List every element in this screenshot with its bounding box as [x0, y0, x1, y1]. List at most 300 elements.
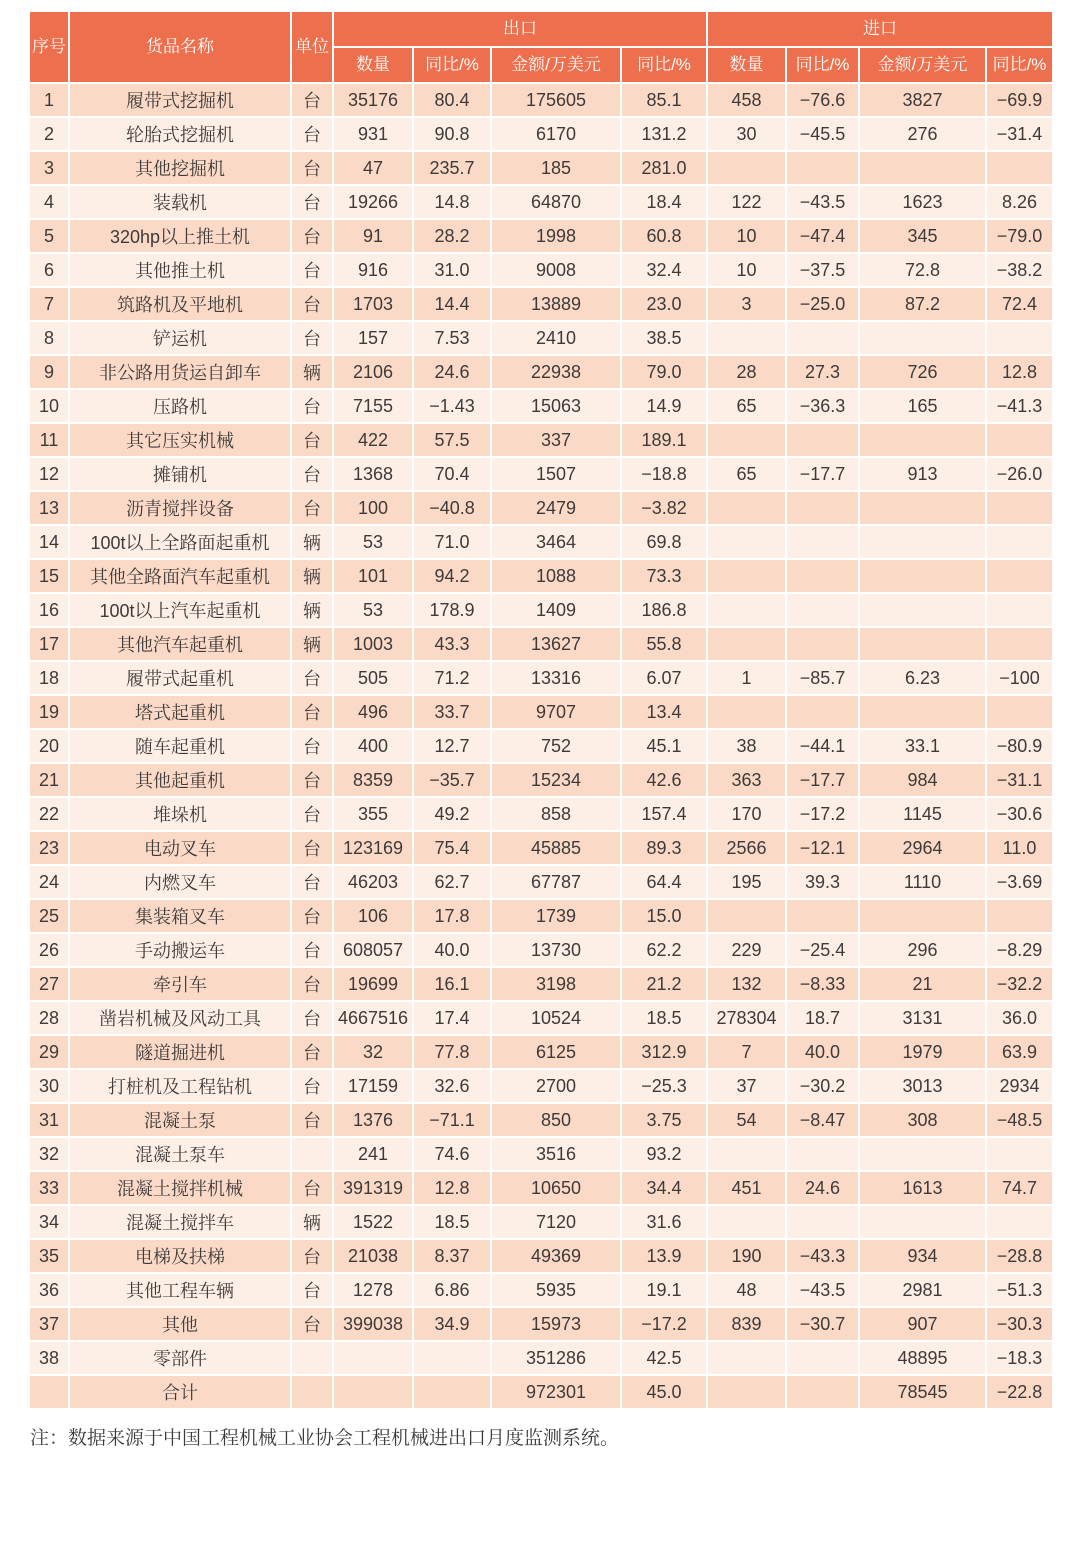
cell-e-amt-yoy: 73.3 [621, 559, 707, 593]
header-import-qty-yoy: 同比/% [786, 47, 859, 83]
cell-i-amt-yoy: −22.8 [986, 1375, 1053, 1409]
cell-i-amt-yoy: −80.9 [986, 729, 1053, 763]
cell-e-amt-yoy: 189.1 [621, 423, 707, 457]
cell-i-amt: 1613 [859, 1171, 986, 1205]
header-import-group: 进口 [707, 11, 1053, 47]
cell-e-amt: 1998 [491, 219, 621, 253]
cell-i-amt: 1623 [859, 185, 986, 219]
table-row [29, 1035, 1053, 1069]
cell-e-amt-yoy: 13.9 [621, 1239, 707, 1273]
cell-i-amt-yoy: 36.0 [986, 1001, 1053, 1035]
table-row [29, 1171, 1053, 1205]
cell-e-qty: 391319 [333, 1171, 413, 1205]
cell-e-amt-yoy: 42.5 [621, 1341, 707, 1375]
cell-i-qty-yoy: −37.5 [786, 253, 859, 287]
cell-e-amt: 1088 [491, 559, 621, 593]
cell-e-qty: 32 [333, 1035, 413, 1069]
cell-e-qty-yoy: −40.8 [413, 491, 491, 525]
cell-i-qty-yoy: −45.5 [786, 117, 859, 151]
cell-e-qty-yoy: 31.0 [413, 253, 491, 287]
cell-e-qty-yoy [413, 1341, 491, 1375]
cell-seq: 5 [29, 219, 69, 253]
cell-e-amt: 337 [491, 423, 621, 457]
cell-e-amt-yoy: 55.8 [621, 627, 707, 661]
cell-i-qty-yoy [786, 525, 859, 559]
cell-name: 合计 [69, 1375, 291, 1409]
cell-i-amt-yoy [986, 151, 1053, 185]
cell-seq: 37 [29, 1307, 69, 1341]
cell-i-amt [859, 559, 986, 593]
table-body [29, 83, 1053, 1409]
cell-i-qty: 54 [707, 1103, 786, 1137]
cell-unit: 台 [291, 797, 333, 831]
cell-unit: 台 [291, 457, 333, 491]
table-row [29, 899, 1053, 933]
cell-i-qty: 190 [707, 1239, 786, 1273]
cell-e-qty: 1522 [333, 1205, 413, 1239]
cell-i-qty-yoy [786, 899, 859, 933]
cell-e-amt-yoy: 131.2 [621, 117, 707, 151]
cell-i-qty: 458 [707, 83, 786, 117]
cell-e-amt-yoy: −18.8 [621, 457, 707, 491]
cell-i-qty [707, 1341, 786, 1375]
cell-e-amt-yoy: 21.2 [621, 967, 707, 1001]
cell-e-qty-yoy: −1.43 [413, 389, 491, 423]
cell-e-qty-yoy: −71.1 [413, 1103, 491, 1137]
cell-unit: 台 [291, 1239, 333, 1273]
table-row [29, 1273, 1053, 1307]
cell-e-amt: 972301 [491, 1375, 621, 1409]
cell-i-amt-yoy: 72.4 [986, 287, 1053, 321]
cell-i-amt-yoy: 8.26 [986, 185, 1053, 219]
cell-i-qty [707, 1205, 786, 1239]
cell-i-amt [859, 593, 986, 627]
cell-name: 手动搬运车 [69, 933, 291, 967]
cell-e-qty: 931 [333, 117, 413, 151]
cell-i-qty: 65 [707, 389, 786, 423]
cell-e-amt-yoy: 14.9 [621, 389, 707, 423]
cell-name: 堆垛机 [69, 797, 291, 831]
cell-e-amt: 3198 [491, 967, 621, 1001]
cell-unit: 台 [291, 865, 333, 899]
cell-e-amt: 5935 [491, 1273, 621, 1307]
cell-seq: 10 [29, 389, 69, 423]
table-row [29, 1307, 1053, 1341]
cell-unit [291, 1341, 333, 1375]
cell-unit: 台 [291, 287, 333, 321]
cell-i-qty-yoy: −43.3 [786, 1239, 859, 1273]
cell-i-amt-yoy [986, 491, 1053, 525]
cell-unit: 台 [291, 1035, 333, 1069]
cell-e-amt: 67787 [491, 865, 621, 899]
cell-i-qty-yoy [786, 593, 859, 627]
cell-unit: 台 [291, 1171, 333, 1205]
cell-seq: 4 [29, 185, 69, 219]
cell-i-qty: 839 [707, 1307, 786, 1341]
cell-e-qty: 1376 [333, 1103, 413, 1137]
table-row [29, 1001, 1053, 1035]
cell-e-amt: 13627 [491, 627, 621, 661]
cell-i-amt [859, 491, 986, 525]
cell-e-qty: 53 [333, 593, 413, 627]
cell-i-qty-yoy [786, 151, 859, 185]
cell-i-qty [707, 1137, 786, 1171]
cell-e-amt: 752 [491, 729, 621, 763]
table-row [29, 593, 1053, 627]
cell-seq: 6 [29, 253, 69, 287]
cell-i-qty-yoy: −17.7 [786, 457, 859, 491]
table-row [29, 355, 1053, 389]
table-row [29, 457, 1053, 491]
table-row [29, 253, 1053, 287]
cell-i-qty-yoy: −8.33 [786, 967, 859, 1001]
cell-i-amt-yoy: −69.9 [986, 83, 1053, 117]
cell-name: 沥青搅拌设备 [69, 491, 291, 525]
cell-e-qty-yoy: 24.6 [413, 355, 491, 389]
cell-name: 非公路用货运自卸车 [69, 355, 291, 389]
cell-i-amt-yoy: 12.8 [986, 355, 1053, 389]
cell-i-qty-yoy: −12.1 [786, 831, 859, 865]
cell-e-qty-yoy: 49.2 [413, 797, 491, 831]
cell-name: 其他汽车起重机 [69, 627, 291, 661]
cell-e-qty-yoy: 62.7 [413, 865, 491, 899]
cell-i-amt-yoy [986, 559, 1053, 593]
cell-e-amt: 10524 [491, 1001, 621, 1035]
header-row-groups [29, 11, 1053, 47]
cell-unit: 台 [291, 899, 333, 933]
cell-i-amt-yoy: −18.3 [986, 1341, 1053, 1375]
table-row [29, 763, 1053, 797]
cell-i-amt-yoy: −51.3 [986, 1273, 1053, 1307]
cell-i-qty [707, 151, 786, 185]
cell-i-qty: 37 [707, 1069, 786, 1103]
cell-name: 牵引车 [69, 967, 291, 1001]
cell-i-amt-yoy [986, 593, 1053, 627]
cell-seq: 12 [29, 457, 69, 491]
cell-e-amt-yoy: 15.0 [621, 899, 707, 933]
cell-i-qty-yoy: −36.3 [786, 389, 859, 423]
cell-e-qty: 21038 [333, 1239, 413, 1273]
table-row [29, 729, 1053, 763]
cell-e-amt-yoy: 79.0 [621, 355, 707, 389]
cell-e-qty: 46203 [333, 865, 413, 899]
cell-i-qty: 132 [707, 967, 786, 1001]
cell-i-amt-yoy: −41.3 [986, 389, 1053, 423]
table-row [29, 1341, 1053, 1375]
cell-e-amt: 10650 [491, 1171, 621, 1205]
cell-i-amt-yoy [986, 1205, 1053, 1239]
cell-seq [29, 1375, 69, 1409]
cell-e-qty: 123169 [333, 831, 413, 865]
cell-i-amt: 78545 [859, 1375, 986, 1409]
table-row [29, 831, 1053, 865]
cell-i-amt: 3131 [859, 1001, 986, 1035]
cell-e-amt-yoy: 34.4 [621, 1171, 707, 1205]
cell-i-qty [707, 525, 786, 559]
import-export-table [28, 10, 1054, 1410]
cell-seq: 36 [29, 1273, 69, 1307]
cell-e-amt-yoy: −3.82 [621, 491, 707, 525]
cell-name: 其它压实机械 [69, 423, 291, 457]
cell-i-amt-yoy: −32.2 [986, 967, 1053, 1001]
cell-name: 其他全路面汽车起重机 [69, 559, 291, 593]
table-row [29, 797, 1053, 831]
cell-i-amt-yoy [986, 423, 1053, 457]
cell-e-amt: 1739 [491, 899, 621, 933]
cell-e-qty: 8359 [333, 763, 413, 797]
cell-e-qty: 608057 [333, 933, 413, 967]
cell-seq: 16 [29, 593, 69, 627]
table-row [29, 83, 1053, 117]
cell-i-qty: 195 [707, 865, 786, 899]
cell-i-amt [859, 1205, 986, 1239]
cell-name: 筑路机及平地机 [69, 287, 291, 321]
cell-i-qty: 229 [707, 933, 786, 967]
cell-seq: 29 [29, 1035, 69, 1069]
cell-i-amt-yoy [986, 525, 1053, 559]
cell-i-qty-yoy [786, 695, 859, 729]
cell-name: 混凝土泵 [69, 1103, 291, 1137]
cell-i-qty: 48 [707, 1273, 786, 1307]
cell-e-qty-yoy: 80.4 [413, 83, 491, 117]
cell-name: 混凝土搅拌机械 [69, 1171, 291, 1205]
cell-i-amt [859, 899, 986, 933]
cell-i-amt: 345 [859, 219, 986, 253]
cell-seq: 22 [29, 797, 69, 831]
cell-seq: 27 [29, 967, 69, 1001]
cell-e-qty-yoy [413, 1375, 491, 1409]
table-row [29, 1239, 1053, 1273]
cell-e-amt-yoy: 60.8 [621, 219, 707, 253]
cell-e-amt: 15063 [491, 389, 621, 423]
cell-i-qty-yoy [786, 423, 859, 457]
cell-e-qty-yoy: 235.7 [413, 151, 491, 185]
cell-e-amt: 6125 [491, 1035, 621, 1069]
cell-unit: 台 [291, 1307, 333, 1341]
cell-seq: 32 [29, 1137, 69, 1171]
cell-e-amt: 9008 [491, 253, 621, 287]
cell-seq: 34 [29, 1205, 69, 1239]
cell-e-qty-yoy: 77.8 [413, 1035, 491, 1069]
table-row [29, 321, 1053, 355]
cell-e-qty-yoy: 7.53 [413, 321, 491, 355]
cell-e-qty: 91 [333, 219, 413, 253]
cell-unit [291, 1137, 333, 1171]
cell-i-qty-yoy: −30.2 [786, 1069, 859, 1103]
cell-name: 摊铺机 [69, 457, 291, 491]
cell-e-qty-yoy: 178.9 [413, 593, 491, 627]
cell-e-amt: 7120 [491, 1205, 621, 1239]
cell-i-amt [859, 321, 986, 355]
cell-i-amt: 934 [859, 1239, 986, 1273]
cell-i-qty-yoy: 24.6 [786, 1171, 859, 1205]
cell-i-qty-yoy [786, 1205, 859, 1239]
cell-unit: 辆 [291, 559, 333, 593]
cell-seq: 21 [29, 763, 69, 797]
cell-e-qty: 505 [333, 661, 413, 695]
cell-i-amt [859, 423, 986, 457]
cell-e-amt-yoy: 157.4 [621, 797, 707, 831]
source-note: 注：数据来源于中国工程机械工业协会工程机械进出口月度监测系统。 [30, 1428, 620, 1449]
table-row [29, 491, 1053, 525]
cell-unit: 台 [291, 185, 333, 219]
cell-i-qty-yoy: −17.2 [786, 797, 859, 831]
header-seq: 序号 [29, 11, 69, 83]
cell-e-qty [333, 1341, 413, 1375]
cell-i-qty: 122 [707, 185, 786, 219]
cell-i-amt-yoy: −26.0 [986, 457, 1053, 491]
cell-name: 混凝土泵车 [69, 1137, 291, 1171]
cell-e-qty: 106 [333, 899, 413, 933]
cell-e-qty: 19699 [333, 967, 413, 1001]
cell-i-qty-yoy [786, 1375, 859, 1409]
cell-i-amt: 48895 [859, 1341, 986, 1375]
cell-seq: 15 [29, 559, 69, 593]
cell-i-qty: 30 [707, 117, 786, 151]
cell-e-amt-yoy: 62.2 [621, 933, 707, 967]
cell-i-qty: 10 [707, 253, 786, 287]
cell-unit: 辆 [291, 355, 333, 389]
cell-i-qty-yoy: −25.4 [786, 933, 859, 967]
cell-i-amt: 21 [859, 967, 986, 1001]
cell-seq: 9 [29, 355, 69, 389]
cell-e-qty-yoy: 90.8 [413, 117, 491, 151]
cell-i-qty [707, 1375, 786, 1409]
cell-i-amt-yoy: −30.6 [986, 797, 1053, 831]
cell-e-amt: 3464 [491, 525, 621, 559]
cell-seq: 14 [29, 525, 69, 559]
cell-e-amt-yoy: 45.1 [621, 729, 707, 763]
cell-i-amt: 913 [859, 457, 986, 491]
cell-seq: 1 [29, 83, 69, 117]
cell-e-amt: 45885 [491, 831, 621, 865]
cell-i-amt-yoy [986, 899, 1053, 933]
cell-name: 零部件 [69, 1341, 291, 1375]
cell-i-qty: 451 [707, 1171, 786, 1205]
cell-seq: 8 [29, 321, 69, 355]
cell-unit: 台 [291, 1001, 333, 1035]
table-row [29, 219, 1053, 253]
cell-e-amt: 15973 [491, 1307, 621, 1341]
cell-e-amt-yoy: −25.3 [621, 1069, 707, 1103]
cell-i-qty: 170 [707, 797, 786, 831]
header-export-group: 出口 [333, 11, 707, 47]
cell-i-amt-yoy: −28.8 [986, 1239, 1053, 1273]
cell-seq: 11 [29, 423, 69, 457]
cell-i-qty [707, 695, 786, 729]
cell-i-amt: 6.23 [859, 661, 986, 695]
cell-e-amt-yoy: 93.2 [621, 1137, 707, 1171]
cell-e-qty: 241 [333, 1137, 413, 1171]
cell-i-qty: 363 [707, 763, 786, 797]
cell-i-amt-yoy: 2934 [986, 1069, 1053, 1103]
cell-name: 其他起重机 [69, 763, 291, 797]
cell-i-amt-yoy: −31.4 [986, 117, 1053, 151]
cell-unit: 台 [291, 219, 333, 253]
cell-e-amt-yoy: 3.75 [621, 1103, 707, 1137]
cell-unit: 台 [291, 1069, 333, 1103]
cell-i-amt: 308 [859, 1103, 986, 1137]
cell-i-qty-yoy: −43.5 [786, 185, 859, 219]
cell-unit: 台 [291, 253, 333, 287]
cell-name: 内燃叉车 [69, 865, 291, 899]
cell-e-qty-yoy: 8.37 [413, 1239, 491, 1273]
cell-i-amt: 2981 [859, 1273, 986, 1307]
header-import-qty: 数量 [707, 47, 786, 83]
table-row [29, 185, 1053, 219]
cell-e-amt: 13730 [491, 933, 621, 967]
cell-i-amt: 907 [859, 1307, 986, 1341]
cell-e-qty: 916 [333, 253, 413, 287]
cell-name: 铲运机 [69, 321, 291, 355]
cell-e-amt-yoy: 31.6 [621, 1205, 707, 1239]
cell-i-qty-yoy: 27.3 [786, 355, 859, 389]
cell-seq: 23 [29, 831, 69, 865]
cell-e-qty-yoy: 57.5 [413, 423, 491, 457]
cell-i-amt: 984 [859, 763, 986, 797]
cell-e-amt-yoy: 312.9 [621, 1035, 707, 1069]
cell-i-amt: 72.8 [859, 253, 986, 287]
cell-unit: 台 [291, 321, 333, 355]
cell-i-qty: 10 [707, 219, 786, 253]
cell-i-amt-yoy: −48.5 [986, 1103, 1053, 1137]
cell-i-amt [859, 695, 986, 729]
cell-i-amt-yoy [986, 1137, 1053, 1171]
cell-name: 凿岩机械及风动工具 [69, 1001, 291, 1035]
cell-i-amt: 33.1 [859, 729, 986, 763]
cell-e-qty-yoy: 6.86 [413, 1273, 491, 1307]
cell-e-qty-yoy: 12.8 [413, 1171, 491, 1205]
cell-i-amt [859, 525, 986, 559]
cell-e-qty: 496 [333, 695, 413, 729]
cell-name: 电动叉车 [69, 831, 291, 865]
header-import-amount-yoy: 同比/% [986, 47, 1053, 83]
cell-e-qty-yoy: 32.6 [413, 1069, 491, 1103]
cell-name: 隧道掘进机 [69, 1035, 291, 1069]
cell-e-amt: 351286 [491, 1341, 621, 1375]
table-row [29, 967, 1053, 1001]
cell-i-qty-yoy: 39.3 [786, 865, 859, 899]
cell-unit: 台 [291, 1273, 333, 1307]
cell-seq: 24 [29, 865, 69, 899]
table-row [29, 865, 1053, 899]
cell-unit: 台 [291, 151, 333, 185]
cell-i-qty [707, 559, 786, 593]
cell-i-qty [707, 321, 786, 355]
cell-e-qty: 2106 [333, 355, 413, 389]
cell-i-qty-yoy: −47.4 [786, 219, 859, 253]
cell-e-amt-yoy: 186.8 [621, 593, 707, 627]
cell-unit: 辆 [291, 1205, 333, 1239]
cell-i-qty-yoy [786, 491, 859, 525]
cell-i-amt-yoy [986, 321, 1053, 355]
cell-e-amt: 13889 [491, 287, 621, 321]
cell-i-amt-yoy: −100 [986, 661, 1053, 695]
cell-e-qty-yoy: 14.8 [413, 185, 491, 219]
cell-e-amt: 175605 [491, 83, 621, 117]
cell-i-amt: 276 [859, 117, 986, 151]
cell-unit: 台 [291, 1103, 333, 1137]
cell-e-qty: 17159 [333, 1069, 413, 1103]
cell-i-qty: 38 [707, 729, 786, 763]
cell-seq: 13 [29, 491, 69, 525]
cell-i-amt: 165 [859, 389, 986, 423]
cell-i-qty-yoy: −30.7 [786, 1307, 859, 1341]
cell-name: 集装箱叉车 [69, 899, 291, 933]
cell-i-qty [707, 423, 786, 457]
cell-e-qty: 53 [333, 525, 413, 559]
cell-e-amt-yoy: 32.4 [621, 253, 707, 287]
